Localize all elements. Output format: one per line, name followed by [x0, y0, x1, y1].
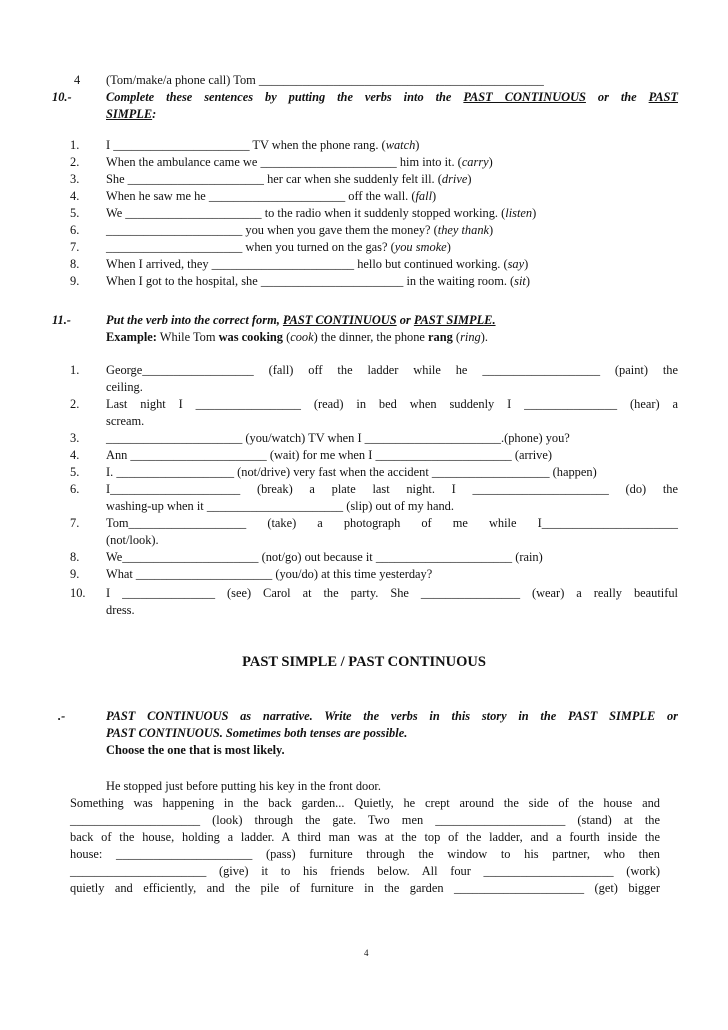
item-text-cont: (not/look).	[106, 533, 159, 547]
item-number: 3.	[70, 172, 80, 186]
item-text-cont: dress.	[106, 603, 135, 617]
story-line: Something was happening in the back garden... Quietly, he crept around the side of the house and	[70, 796, 660, 810]
item-text: George__________________ (fall) off the ladder while he ___________________ (paint) the	[106, 363, 678, 377]
exercise-number: .-	[58, 709, 66, 723]
item-number: 6.	[70, 223, 80, 237]
story-line: _____________________ (look) through the gate. Two men _____________________ (stand) at the	[70, 813, 660, 827]
item-text-cont: ceiling.	[106, 380, 143, 394]
exercise-instruction: Put the verb into the correct form, PAST CONTINUOUS or PAST SIMPLE.	[106, 313, 496, 327]
item-text: ______________________ (you/watch) TV when I ______________________.(phone) you?	[106, 431, 570, 445]
item-number: 10.	[70, 586, 86, 600]
item-number: 9.	[70, 567, 80, 581]
item-text: I ______________________ TV when the phone rang. (watch)	[106, 138, 420, 152]
item-number: 8.	[70, 257, 80, 271]
item-text-cont: scream.	[106, 414, 145, 428]
item-text: Ann ______________________ (wait) for me when I ______________________ (arrive)	[106, 448, 552, 462]
item-text: When I arrived, they _______________________ hello but continued working. (say)	[106, 257, 529, 271]
item-number: 2.	[70, 397, 80, 411]
item-number: 3.	[70, 431, 80, 445]
item-text: Last night I _________________ (read) in bed when suddenly I _______________ (hear) a	[106, 397, 678, 411]
story-line: quietly and efficiently, and the pile of furniture in the garden _____________________ (get) bigger	[70, 881, 660, 895]
item-text: I_____________________ (break) a plate last night. I ______________________ (do) the	[106, 482, 678, 496]
page-number: 4	[364, 948, 369, 958]
item-text-cont: washing-up when it ______________________ (slip) out of my hand.	[106, 499, 454, 513]
section-title: PAST SIMPLE / PAST CONTINUOUS	[242, 654, 486, 670]
item-number: 8.	[70, 550, 80, 564]
item-text: I _______________ (see) Carol at the party. She ________________ (wear) a really beautiful	[106, 586, 678, 600]
item-text: We______________________ (not/go) out because it ______________________ (rain)	[106, 550, 543, 564]
item-text: ______________________ when you turned on the gas? (you smoke)	[106, 240, 451, 254]
item-text: When he saw me he ______________________ off the wall. (fall)	[106, 189, 437, 203]
item-text: She ______________________ her car when she suddenly felt ill. (drive)	[106, 172, 472, 186]
item-text: We ______________________ to the radio when it suddenly stopped working. (listen)	[106, 206, 537, 220]
story-line: house: ______________________ (pass) furniture through the window to his partner, who then	[70, 847, 660, 861]
item-text: What ______________________ (you/do) at this time yesterday?	[106, 567, 433, 581]
item-number: 9.	[70, 274, 80, 288]
item-number: 5.	[70, 206, 80, 220]
item-number: 1.	[70, 363, 80, 377]
item-number: 4.	[70, 189, 80, 203]
exercise-instruction: Complete these sentences by putting the verbs into the PAST CONTINUOUS or the PAST	[106, 90, 678, 104]
exercise-number: 10.-	[52, 90, 72, 104]
item-number: 5.	[70, 465, 80, 479]
item-number: 7.	[70, 516, 80, 530]
item-text: I. ___________________ (not/drive) very fast when the accident ___________________ (happen)	[106, 465, 597, 479]
item-number: 7.	[70, 240, 80, 254]
item-number: 6.	[70, 482, 80, 496]
worksheet-page: 4 (Tom/make/a phone call) Tom ______________________________________________ 10.- Complete these sentences by putting the verbs into the PAST CONTINUOUS or the PAST SIMPLE: 1. I ______________________ TV when the phone rang. (watch) 2. When the ambulance came we ______________________ him into it. (carry) 3. She ______________________ her car when she suddenly felt ill. (drive) 4. When he saw me he ______________________ off the wall. (fall) 5. We ______________________ to the radio when it suddenly stopped working. (listen) 6. ______________________ you when you gave them the money? (they thank) 7. ______________________ when you turned on the gas? (you smoke) 8. When I arrived, they _______________________ hello but continued working. (say) 9. When I got to the hospital, she _______________________ in the waiting room. (sit) 11.- Put the verb into the correct form, PAST CONTINUOUS or PAST SIMPLE. Example: While Tom was cooking (cook) the dinner, the phone rang (ring). 1. George__________________ (fall) off the ladder while he ___________________ (paint) the ceiling. 2. Last night I _________________ (read) in bed when suddenly I _______________ (hear) a scream. 3. ______________________ (you/watch) TV when I ______________________.(phone) you? 4. Ann ______________________ (wait) for me when I ______________________ (arrive) 5. I. ___________________ (not/drive) very fast when the accident ___________________ (happen) 6. I_____________________ (break) a plate last night. I ______________________ (do) the washing-up when it ______________________ (slip) out of my hand. 7. Tom___________________ (take) a photograph of me while I______________________ (not/look). 8. We______________________ (not/go) out because it ______________________ (rain) 9. What ______________________ (you/do) at this time yesterday? 10. I _______________ (see) Carol at the party. She ________________ (wear) a really beautiful dress. PAST SIMPLE / PAST CONTINUOUS .- PAST CONTINUOUS as narrative. Write the verbs in this story in the PAST SIMPLE or PAST CONTINUOUS. Sometimes both tenses are possible. Choose the one that is most likely. He stopped just before putting his key in the front door. Something was happening in the back garden... Quietly, he crept around the side of the house and _____________________ (look) through the gate. Two men _____________________ (stand) at the back of the house, holding a ladder. A third man was at the top of the ladder, and a fourth inside the house: ______________________ (pass) furniture through the window to his partner, who then ______________________ (give) it to his friends below. All four _____________________ (work) quietly and efficiently, and the pile of furniture in the garden _____________________ (get) bigger 4	[0, 0, 728, 1030]
item-text: When I got to the hospital, she _______________________ in the waiting room. (sit)	[106, 274, 531, 288]
item-text: When the ambulance came we ______________________ him into it. (carry)	[106, 155, 493, 169]
item-number: 4	[74, 73, 81, 87]
exercise-number: 11.-	[52, 313, 71, 327]
story-line: He stopped just before putting his key in the front door.	[106, 779, 381, 793]
item-text: Tom___________________ (take) a photograph of me while I______________________	[106, 516, 678, 530]
item-number: 4.	[70, 448, 80, 462]
item-number: 2.	[70, 155, 80, 169]
story-line: ______________________ (give) it to his friends below. All four _____________________ (work)	[70, 864, 660, 878]
item-number: 1.	[70, 138, 80, 152]
item-text: ______________________ you when you gave them the money? (they thank)	[106, 223, 494, 237]
item-text: (Tom/make/a phone call) Tom ______________________________________________	[106, 73, 544, 87]
story-line: back of the house, holding a ladder. A third man was at the top of the ladder, and a fourth inside the	[70, 830, 660, 844]
